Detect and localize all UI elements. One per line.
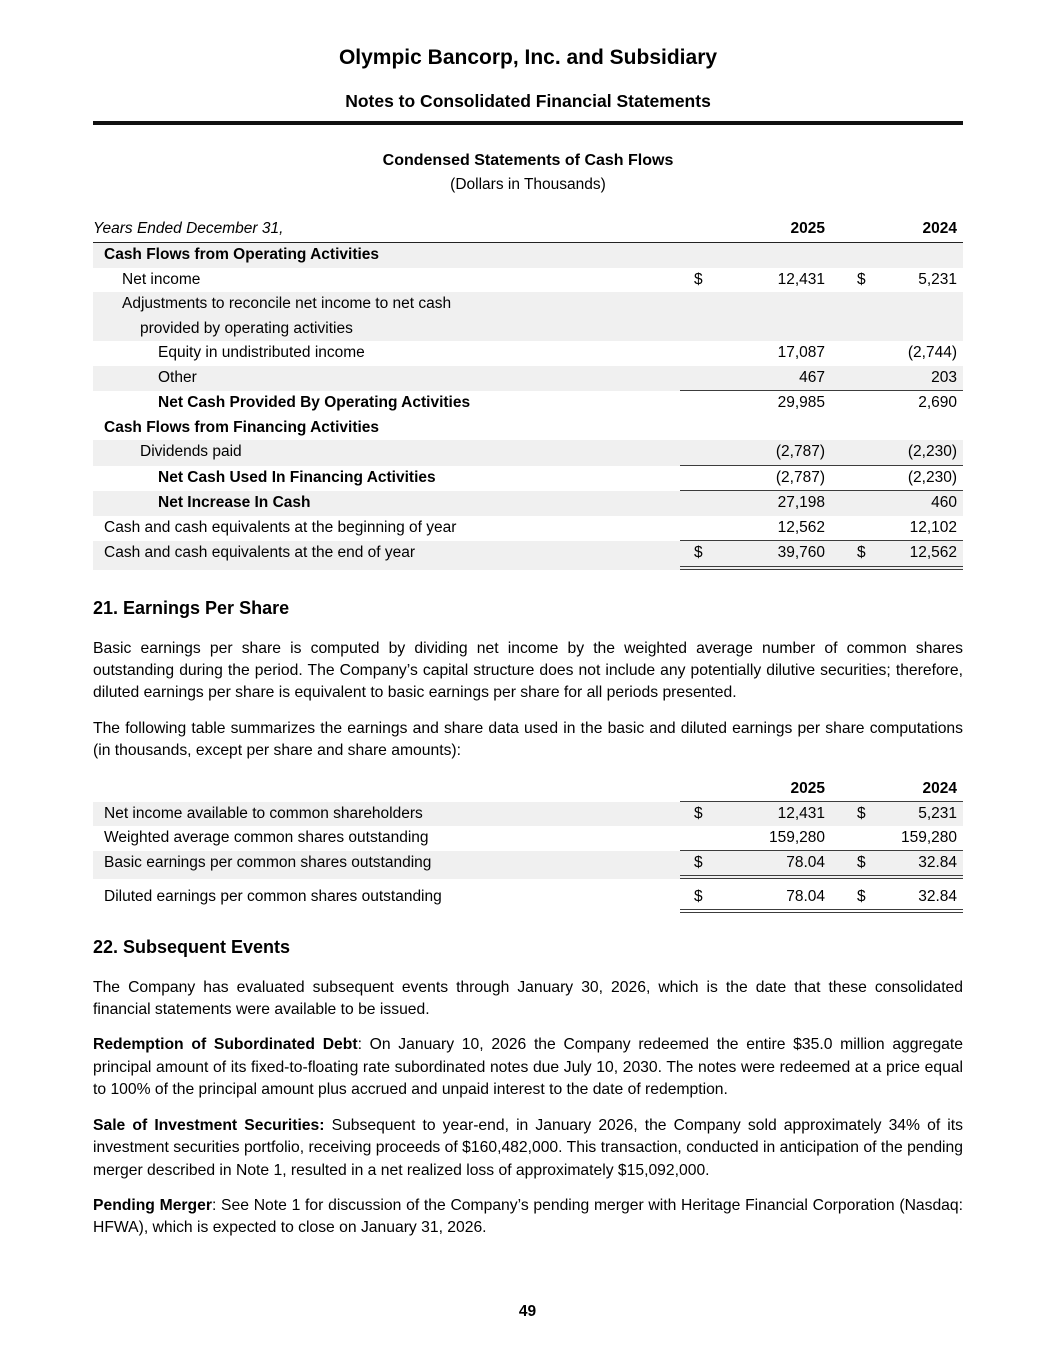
header-rule bbox=[93, 121, 963, 125]
row-values bbox=[680, 440, 963, 466]
dollar-sign-2025: $ bbox=[694, 853, 703, 871]
row-values bbox=[680, 391, 963, 416]
table-header-values bbox=[680, 777, 963, 802]
value-2024: 2,690 bbox=[918, 394, 957, 412]
row-values bbox=[680, 243, 963, 268]
value-2024: 159,280 bbox=[900, 828, 957, 846]
dollar-sign-2024: $ bbox=[857, 544, 866, 562]
row-label: Cash Flows from Financing Activities bbox=[104, 418, 380, 436]
row-values bbox=[680, 851, 963, 879]
row-values bbox=[680, 366, 963, 392]
table-row bbox=[93, 491, 963, 516]
eps-table bbox=[93, 777, 963, 913]
value-2025: 12,431 bbox=[777, 270, 825, 288]
table-header-label: Years Ended December 31, bbox=[93, 220, 284, 238]
dollar-sign-2025: $ bbox=[694, 887, 703, 905]
value-2025: 27,198 bbox=[777, 494, 825, 512]
row-label: Basic earnings per common shares outstanding bbox=[104, 853, 432, 871]
value-2024: (2,744) bbox=[907, 344, 957, 362]
value-2025: 12,431 bbox=[777, 804, 825, 822]
paragraph-text: : See Note 1 for discussion of the Company’s pending merger with Heritage Financial Corporation (Nasdaq: HFWA), which is expected to close on January 31, 2026. bbox=[93, 1196, 963, 1237]
cash-flow-table-body bbox=[93, 243, 963, 570]
table-header-row bbox=[93, 215, 963, 243]
section-heading-eps: 21. Earnings Per Share bbox=[93, 597, 290, 618]
row-label: Net income available to common shareholders bbox=[104, 804, 423, 822]
row-label: Diluted earnings per common shares outstanding bbox=[104, 887, 442, 905]
column-header-2025: 2025 bbox=[790, 220, 825, 238]
table-row bbox=[93, 802, 963, 826]
value-2025: 467 bbox=[799, 368, 825, 386]
table-row bbox=[93, 268, 963, 293]
row-values bbox=[680, 541, 963, 570]
dollar-sign-2024: $ bbox=[857, 270, 866, 288]
document-title: Olympic Bancorp, Inc. and Subsidiary bbox=[338, 46, 718, 69]
column-header-2024: 2024 bbox=[922, 779, 957, 797]
paragraph-lead: Sale of Investment Securities: bbox=[93, 1116, 325, 1134]
value-2024: 12,102 bbox=[909, 518, 957, 536]
row-values bbox=[680, 466, 963, 492]
row-values bbox=[680, 292, 963, 341]
cash-flow-table-subtitle: (Dollars in Thousands) bbox=[450, 176, 606, 194]
paragraph-pending-merger bbox=[93, 1195, 963, 1240]
row-values bbox=[680, 416, 963, 441]
value-2024: 32.84 bbox=[918, 887, 957, 905]
table-row bbox=[93, 541, 963, 570]
paragraph-lead: Pending Merger bbox=[93, 1196, 212, 1214]
section-heading-subsequent-events: 22. Subsequent Events bbox=[93, 936, 291, 957]
row-values bbox=[680, 268, 963, 293]
value-2025: 78.04 bbox=[786, 887, 825, 905]
paragraph-redemption bbox=[93, 1034, 963, 1101]
table-row bbox=[93, 366, 963, 392]
table-row bbox=[93, 243, 963, 268]
paragraph-text: Subsequent to year-end, in January 2026, the Company sold approximately 34% of its investment securities portfolio, receiving proceeds of $160,482,000. This transaction, conducted in anticipation of the pending merger described in Note 1, resulted in a net realized loss of approximately $15,092,000. bbox=[93, 1116, 963, 1179]
table-row bbox=[93, 341, 963, 366]
dollar-sign-2024: $ bbox=[857, 804, 866, 822]
table-row bbox=[93, 516, 963, 542]
row-values bbox=[680, 826, 963, 851]
row-label: Net Cash Provided By Operating Activities bbox=[158, 394, 471, 412]
eps-table-body bbox=[93, 802, 963, 913]
value-2025: 39,760 bbox=[777, 544, 825, 562]
cash-flow-table-title: Condensed Statements of Cash Flows bbox=[382, 152, 674, 170]
value-2024: 460 bbox=[931, 494, 957, 512]
table-row bbox=[93, 466, 963, 492]
value-2024: (2,230) bbox=[907, 443, 957, 461]
value-2025: 78.04 bbox=[786, 853, 825, 871]
row-label: Dividends paid bbox=[140, 443, 242, 461]
value-2024: (2,230) bbox=[907, 468, 957, 486]
table-row bbox=[93, 391, 963, 416]
row-label: Adjustments to reconcile net income to net cash provided by operating activities bbox=[122, 295, 452, 337]
value-2025: 17,087 bbox=[777, 344, 825, 362]
row-values bbox=[680, 885, 963, 913]
row-label: Other bbox=[158, 368, 197, 386]
row-values bbox=[680, 516, 963, 542]
column-header-2025: 2025 bbox=[790, 779, 825, 797]
row-label: Cash and cash equivalents at the end of year bbox=[104, 544, 416, 562]
table-row bbox=[93, 292, 963, 341]
row-label: Net Cash Used In Financing Activities bbox=[158, 468, 436, 486]
row-label: Net Increase In Cash bbox=[158, 494, 311, 512]
eps-paragraph-1: Basic earnings per share is computed by dividing net income by the weighted average number of common shares outstanding during the period. The Company’s capital structure does not include any potentially dilutive securities; therefore, diluted earnings per share is equivalent to basic earnings per share for all periods presented. bbox=[93, 639, 963, 702]
dollar-sign-2025: $ bbox=[694, 270, 703, 288]
paragraph-lead: Redemption of Subordinated Debt bbox=[93, 1036, 358, 1054]
value-2025: (2,787) bbox=[775, 468, 825, 486]
row-label: Weighted average common shares outstanding bbox=[104, 828, 429, 846]
value-2025: 29,985 bbox=[777, 394, 825, 412]
eps-paragraph-2: The following table summarizes the earnings and share data used in the basic and diluted earnings per share computations (in thousands, except per share and share amounts): bbox=[93, 719, 963, 760]
value-2024: 5,231 bbox=[918, 270, 957, 288]
table-header-values bbox=[680, 215, 963, 242]
value-2024: 32.84 bbox=[918, 853, 957, 871]
row-values bbox=[680, 341, 963, 366]
table-row bbox=[93, 885, 963, 913]
table-row bbox=[93, 416, 963, 441]
row-label: Cash and cash equivalents at the beginning of year bbox=[104, 518, 457, 536]
row-label: Cash Flows from Operating Activities bbox=[104, 246, 380, 264]
value-2024: 203 bbox=[931, 368, 957, 386]
row-label: Equity in undistributed income bbox=[158, 344, 365, 362]
value-2025: 12,562 bbox=[777, 518, 825, 536]
row-values bbox=[680, 802, 963, 826]
dollar-sign-2025: $ bbox=[694, 544, 703, 562]
table-header-row bbox=[93, 777, 963, 802]
document-subtitle: Notes to Consolidated Financial Statements bbox=[345, 91, 711, 112]
table-row bbox=[93, 851, 963, 879]
subsequent-paragraph-1: The Company has evaluated subsequent events through January 30, 2026, which is the date that these consolidated financial statements were available to be issued. bbox=[93, 978, 963, 1019]
column-header-2024: 2024 bbox=[922, 220, 957, 238]
value-2025: (2,787) bbox=[775, 443, 825, 461]
row-values bbox=[680, 491, 963, 516]
paragraph-text: : On January 10, 2026 the Company redeemed the entire $35.0 million aggregate principal amount of its fixed-to-floating rate subordinated notes due July 10, 2030. The notes were redeemed at a price equal to 100% of the principal amount plus accrued and unpaid interest to the date of redemption. bbox=[93, 1036, 963, 1099]
dollar-sign-2025: $ bbox=[694, 804, 703, 822]
dollar-sign-2024: $ bbox=[857, 887, 866, 905]
table-row bbox=[93, 440, 963, 466]
dollar-sign-2024: $ bbox=[857, 853, 866, 871]
paragraph-sale-of-securities bbox=[93, 1115, 963, 1182]
cash-flow-table bbox=[93, 215, 963, 570]
page-number: 49 bbox=[518, 1303, 537, 1320]
spacer bbox=[93, 777, 680, 802]
table-row bbox=[93, 826, 963, 851]
value-2024: 12,562 bbox=[909, 544, 957, 562]
row-label: Net income bbox=[122, 270, 201, 288]
value-2025: 159,280 bbox=[768, 828, 825, 846]
value-2024: 5,231 bbox=[918, 804, 957, 822]
